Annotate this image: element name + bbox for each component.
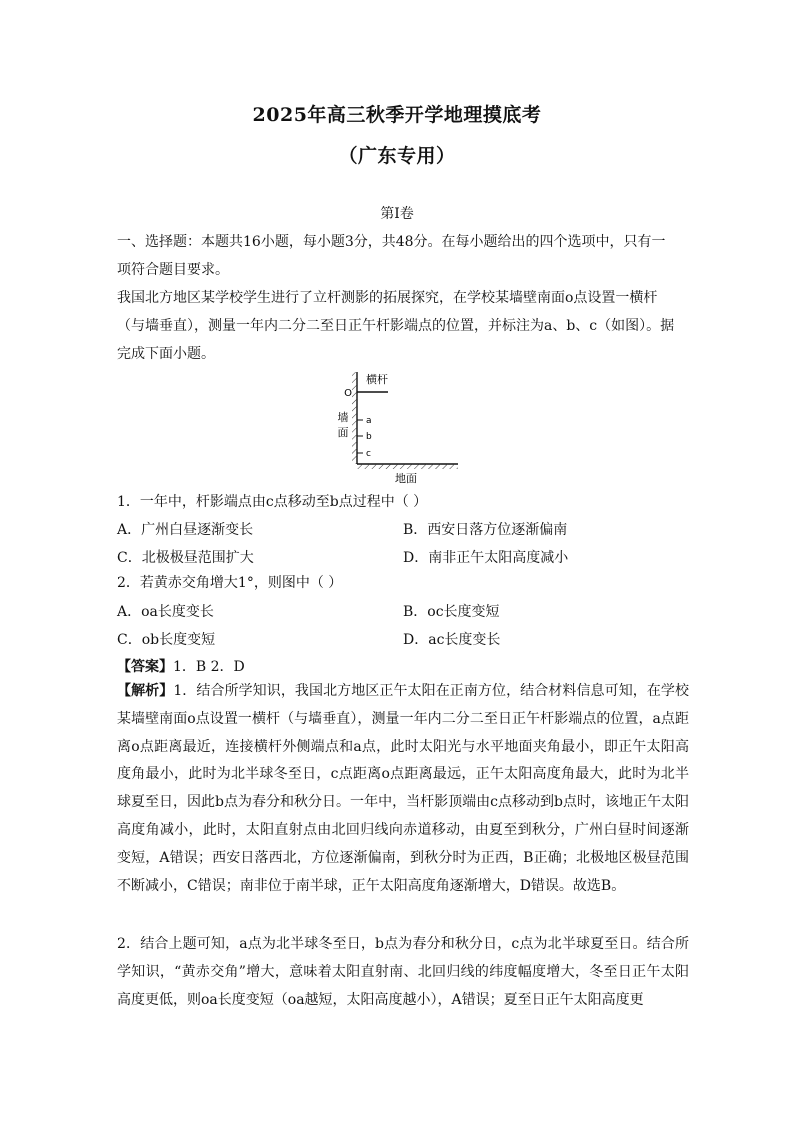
instructions-line-2: 项符合题目要求。 [117, 262, 229, 278]
material-line-1: 我国北方地区某学校学生进行了立杆测影的拓展探究，在学校某墙壁南面o点设置一横杆 [117, 290, 658, 306]
material-line-3: 完成下面小题。 [117, 346, 215, 362]
section-label: 第Ⅰ卷 [380, 206, 414, 222]
ground-hatch [357, 464, 458, 469]
analysis-p1-first: 1．结合所学知识，我国北方地区正午太阳在正南方位，结合材料信息可知，在学 [173, 683, 676, 699]
answer-line [117, 656, 245, 676]
question-2-option-a: A．oa长度变长 [117, 604, 214, 620]
question-2-option-d: D．ac长度变长 [403, 632, 501, 648]
analysis-p1-rest: 校某墙壁南面o点设置一横杆（与墙垂直），测量一年内二分二至日正午杆影端点的位置，a点距离o点距离最近，连接横杆外侧端点和a点，此时太阳光与水平地面夹角最小，即正午太阳高度角最小，此时为北半球冬至日，c点距离o点距离最远，正午太阳高度角最大，此时为北半球夏至日，因此b点为春分和秋分日。一年中，当杆影顶端由c点移动到b点时，该地正午太阳高度角减小，此时，太阳直射点由北回归线向赤道移动，由夏至到秋分，广州白昼时间逐渐变短，A错误；西安日落西北，方位逐渐偏南，到秋分时为正西，B正确；北极地区极昼范围不断减小，C错误；南非位于南半球，正午太阳高度角逐渐增大，D错误。故选B。 [117, 683, 690, 894]
analysis-label: 【解析】 [117, 683, 174, 699]
question-1-option-c: C．北极极昼范围扩大 [117, 550, 254, 566]
page-subtitle: （广东专用） [338, 145, 456, 167]
question-2-option-c: C．ob长度变短 [117, 632, 216, 648]
analysis-paragraph-2: 2．结合上题可知，a点为北半球冬至日，b点为春分和秋分日，c点为北半球夏至日。结合所学知识，“黄赤交角”增大，意味着太阳直射南、北回归线的纬度幅度增大，冬至日正午太阳高度更低，则oa长度变短（oa越短，太阳高度越小），A错误；夏至日正午太阳高度更 [117, 936, 689, 1008]
page-title: 2025年高三秋季开学地理摸底考 [252, 104, 542, 126]
wall-hatch [352, 372, 357, 464]
instructions-line-1: 一、选择题：本题共16小题，每小题3分，共48分。在每小题给出的四个选项中，只有一 [117, 234, 666, 250]
question-1-option-d: D．南非正午太阳高度减小 [403, 550, 569, 566]
answer-text: 1．B 2．D [173, 659, 245, 675]
question-1-option-a: A．广州白昼逐渐变长 [117, 522, 254, 538]
label-a: a [366, 416, 372, 426]
analysis-paragraph-1 [117, 678, 689, 900]
label-b: b [366, 432, 372, 442]
question-2-option-b: B．oc长度变短 [403, 604, 500, 620]
label-pole: 横杆 [366, 373, 388, 386]
label-ground: 地面 [395, 472, 417, 485]
question-1-stem: 1．一年中，杆影端点由c点移动至b点过程中（ ） [117, 494, 428, 510]
question-2-stem: 2．若黄赤交角增大1°，则图中（ ） [117, 575, 343, 591]
material-line-2: （与墙垂直），测量一年内二分二至日正午杆影端点的位置，并标注为a、b、c（如图）。据 [117, 318, 675, 334]
question-1-option-b: B．西安日落方位逐渐偏南 [403, 522, 568, 538]
label-c: c [366, 449, 371, 459]
label-wall-1: 墙 [337, 411, 349, 424]
shadow-figure [330, 362, 470, 486]
answer-label: 【答案】 [117, 659, 173, 675]
label-o: O [344, 388, 352, 399]
label-wall-2: 面 [337, 426, 349, 439]
